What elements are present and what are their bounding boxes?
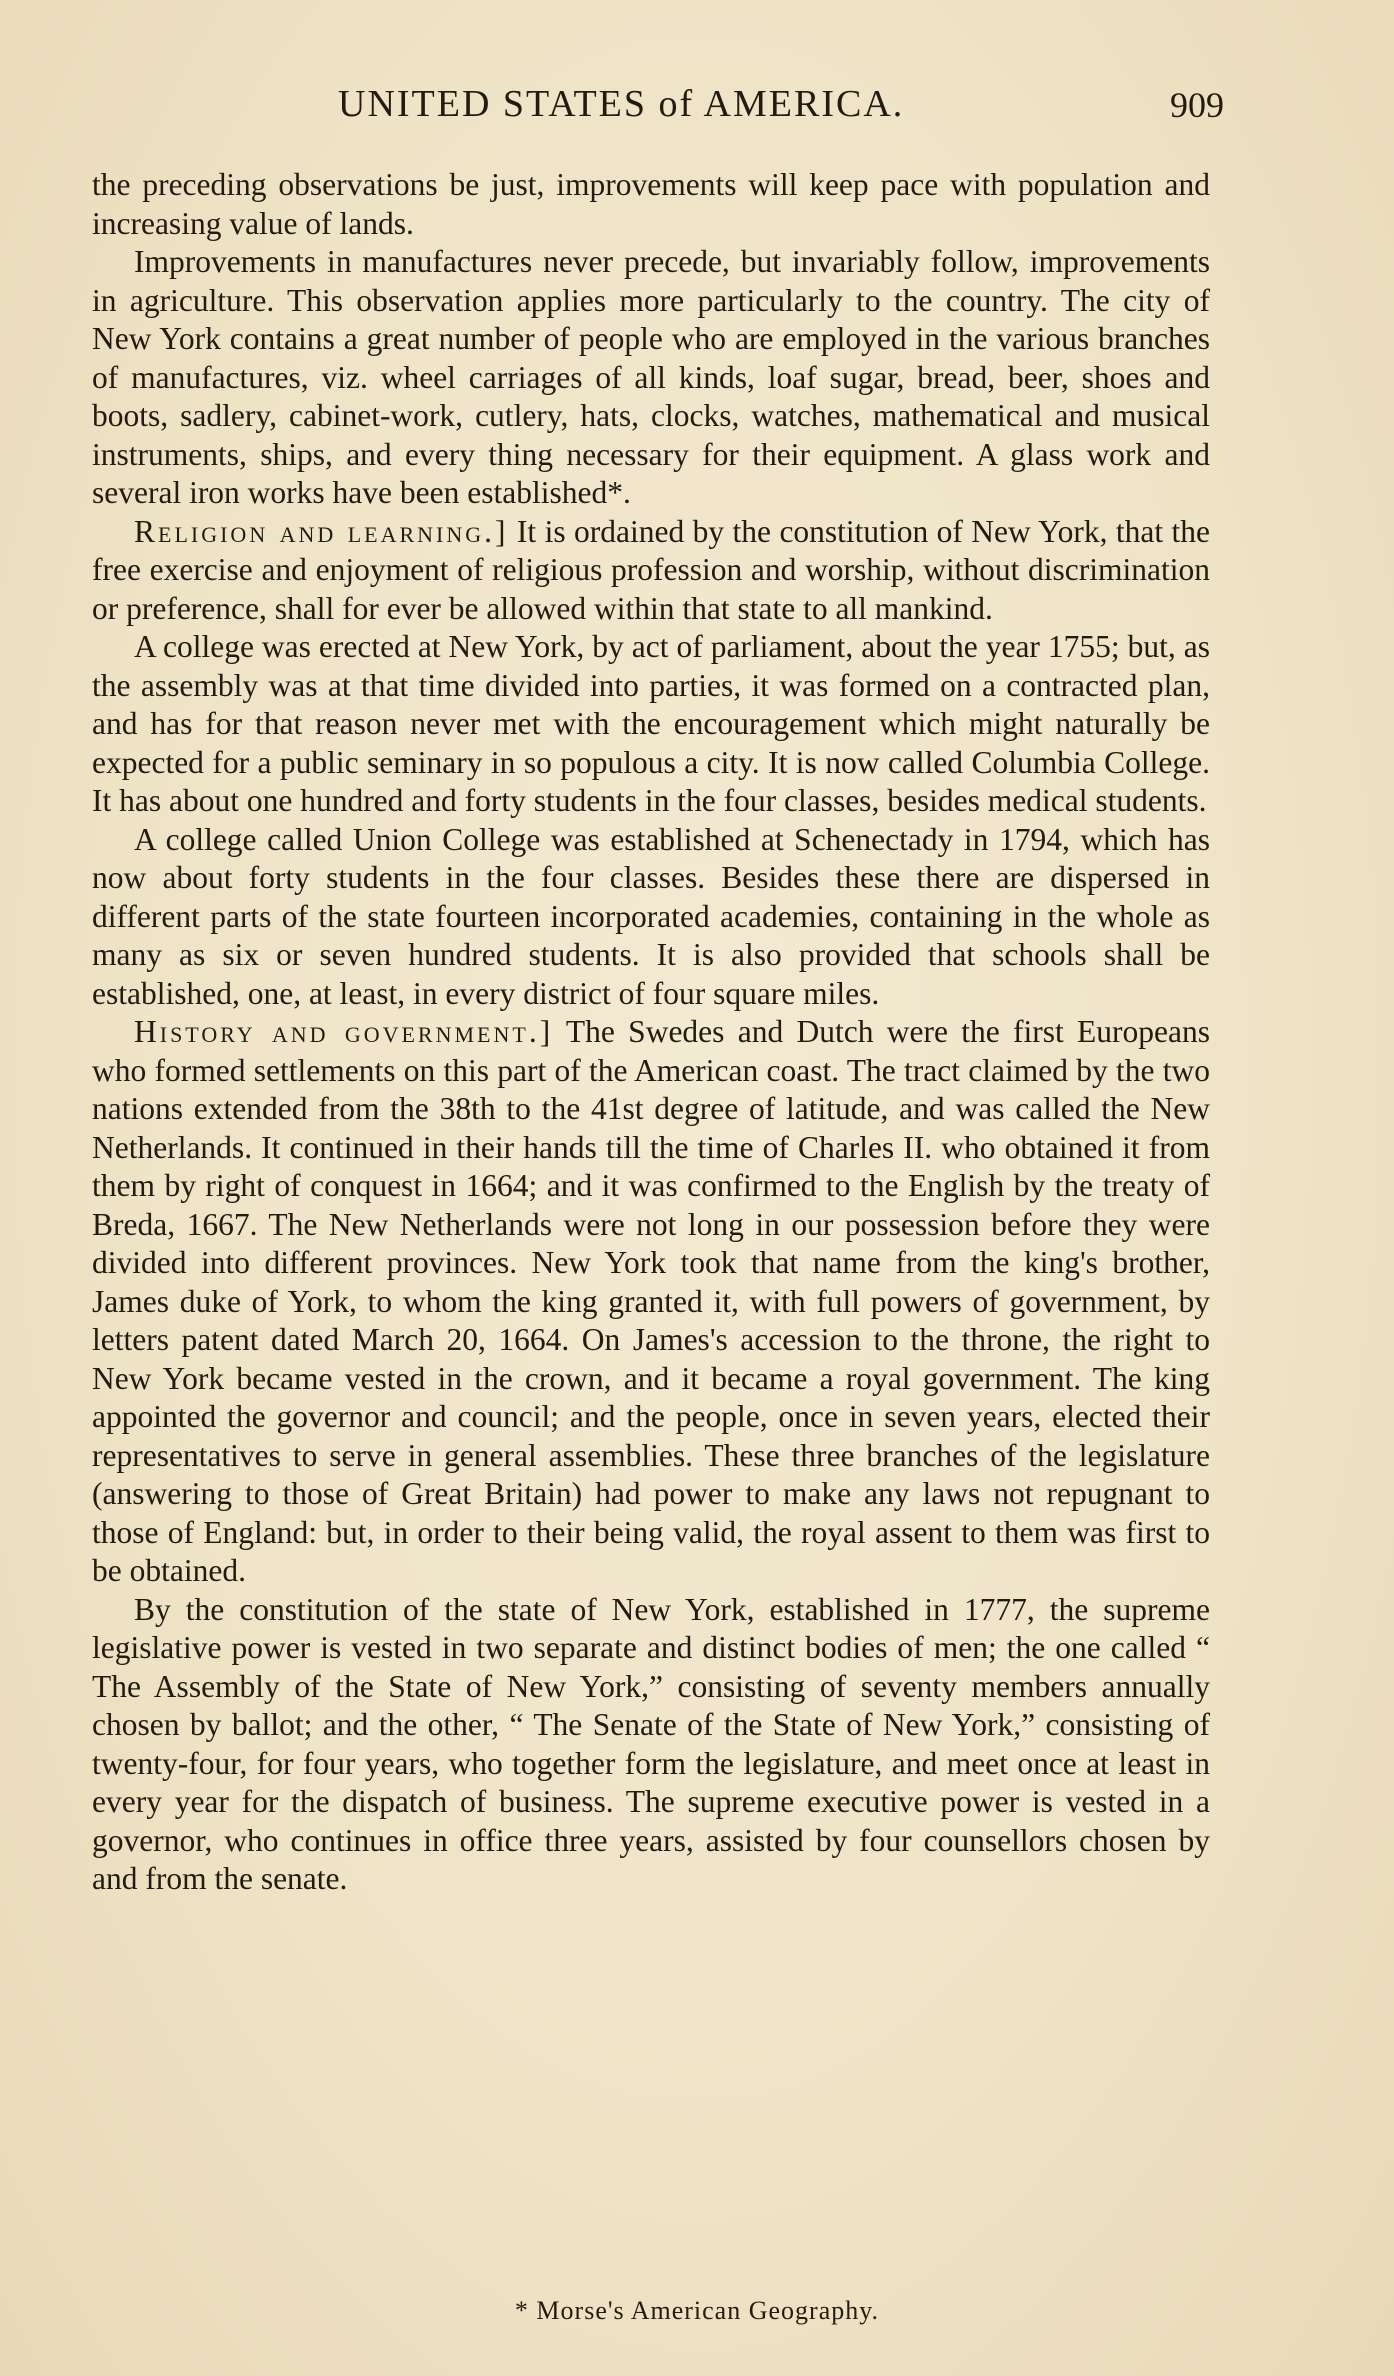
running-title: UNITED STATES of AMERICA. xyxy=(338,83,905,125)
paragraph-6 xyxy=(92,1013,1210,1591)
paragraph-text: A college called Union College was established at Schenectady in 1794, which has now about forty students in the four classes. Besides these there are dispersed in different parts of the state fourteen incorporated academies, containing in the whole as many as six or seven hundred students. It is also provided that schools shall be established, one, at least, in every district of four square miles. xyxy=(92,821,1210,1011)
page-number: 909 xyxy=(1170,85,1224,125)
paragraph-text: Improvements in manufactures never precede, but invariably follow, improvements in agriculture. This observation applies more particularly to the country. The city of New York contains a great number of people who are employed in the various branches of manufactures, viz. wheel carriages of all kinds, loaf sugar, bread, beer, shoes and boots, sadlery, cabinet-work, cutlery, hats, clocks, watches, mathematical and musical instruments, ships, and every thing necessary for their equipment. A glass work and several iron works have been established*. xyxy=(92,244,1210,510)
paragraph-text: By the constitution of the state of New York, established in 1777, the supreme legislative power is vested in two separate and distinct bodies of men; the one called “ The Assembly of the State of New York,” consisting of seventy members annually chosen by ballot; and the other, “ The Senate of the State of New York,” consisting of twenty-four, for four years, who together form the legislature, and meet once at least in every year for the dispatch of business. The supreme executive power is vested in a governor, who continues in office three years, assisted by four counsellors chosen by and from the senate. xyxy=(92,1591,1210,1896)
section-heading-religion: Religion and learning.] xyxy=(134,513,509,549)
paragraph-text: It is ordained by the constitution of New York, that the free exercise and enjoyment of religious profession and worship, without discrimination or preference, shall for ever be allowed within that state to all mankind. xyxy=(92,513,1210,626)
page-header xyxy=(0,82,1394,142)
paragraph-1 xyxy=(92,166,1210,243)
section-heading-history: History and government.] xyxy=(134,1014,554,1049)
paragraph-2 xyxy=(92,243,1210,513)
footnote: * Morse's American Geography. xyxy=(514,2296,880,2325)
paragraph-5 xyxy=(92,821,1210,1014)
paragraph-text: the preceding observations be just, improvements will keep pace with population and increasing value of lands. xyxy=(92,167,1210,241)
paragraph-7 xyxy=(92,1591,1210,1899)
paragraph-3 xyxy=(92,513,1210,629)
body-text xyxy=(92,166,1210,1899)
paragraph-text: A college was erected at New York, by act of parliament, about the year 1755; but, as the assembly was at that time divided into parties, it was formed on a contracted plan, and has for that reason never met with the encouragement which might naturally be expected for a public seminary in so populous a city. It is now called Columbia College. It has about one hundred and forty students in the four classes, besides medical students. xyxy=(92,629,1210,818)
paragraph-text: The Swedes and Dutch were the first Europeans who formed settlements on this part of the American coast. The tract claimed by the two nations extended from the 38th to the 41st degree of latitude, and was called the New Netherlands. It continued in their hands till the time of Charles II. who obtained it from them by right of conquest in 1664; and it was confirmed to the English by the treaty of Breda, 1667. The New Netherlands were not long in our possession before they were divided into different provinces. New York took that name from the king's brother, James duke of York, to whom the king granted it, with full powers of government, by letters patent dated March 20, 1664. On James's accession to the throne, the right to New York became vested in the crown, and it became a royal government. The king appointed the governor and council; and the people, once in seven years, elected their representatives to serve in general assemblies. These three branches of the legislature (answering to those of Great Britain) had power to make any laws not repugnant to those of England: but, in order to their being valid, the royal assent to them was first to be obtained. xyxy=(92,1014,1210,1588)
paragraph-4 xyxy=(92,628,1210,821)
